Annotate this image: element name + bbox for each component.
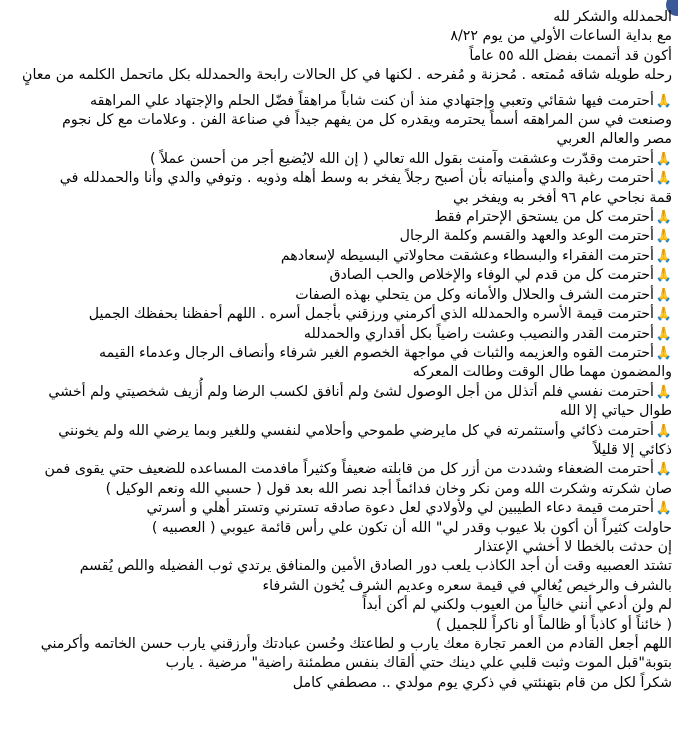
post-line: أحترمت الشرف والحلال والأمانه وكل من يتحلي بهذه الصفات (295, 286, 654, 303)
post-line: أحترمت رغبة والدي وأمنياته بأن أصبح رجلاً يفخر به وسط أهله وذويه . وتوفي والدي وأنا والحمدلله في (59, 170, 654, 187)
post-line: والمضمون مهما طال الوقت وطالت المعركه (412, 364, 672, 381)
folded-hands-icon: 🙏 (655, 210, 672, 226)
post-line: أحترمت ذكائي وأستثمرته في كل مايرضي طموحي وأحلامي لنفسي وللغير وبما يرضي الله ولم يخونني (58, 422, 654, 439)
post-line: مع بداية الساعات الأولي من يوم ٨/٢٢ (450, 28, 672, 45)
post-line: أحترمت القوه والعزيمه والثبات في مواجهة الخصوم الغير شرفاء وأنصاف الرجال وعدماء القيمه (99, 344, 654, 361)
folded-hands-icon: 🙏 (655, 345, 672, 361)
list-item (2, 247, 672, 266)
post-line: حاولت كثيراً أن أكون بلا عيوب وقدر لي" الله أن تكون علي رأس قائمة عيوبي ( العصبيه ) (151, 519, 672, 536)
post-line: تشتد العصبيه وقت أن أجد الكاذب يلعب دور الصادق الأمين والمنافق يرتدي ثوب الفضيله واللص يُقسم (79, 558, 672, 575)
post-line: بتوبة"قبل الموت وثبت قلبي علي دينك حتي ألقاك بنفس مطمئنة راضية" مرضية . يارب (165, 655, 672, 672)
folded-hands-icon: 🙏 (655, 423, 672, 439)
post-line: أحترمت قيمة دعاء الطيبين لي ولأولادي لعل دعوة صادقه تسترني وتستر أهلي و أسرتي (146, 500, 654, 517)
list-item (2, 344, 672, 383)
folded-hands-icon: 🙏 (655, 151, 672, 167)
list-item (2, 266, 672, 285)
folded-hands-icon: 🙏 (655, 268, 672, 284)
list-item (2, 286, 672, 305)
post-line: أحترمت نفسي فلم أتذلل من أجل الوصول لشئ ولم أنافق لكسب الرضا ولم أُزيف شخصيتي ولم أخشي (48, 383, 654, 400)
post-line: اللهم أجعل القادم من العمر تجارة معك يارب و لطاعتك وحُسن عبادتك وأرزقني يارب حسن الخاتمه وأكرمني (40, 636, 672, 652)
list-item (2, 383, 672, 422)
post-line: أحترمت قيمة الأسره والحمدلله الذي أكرمني ورزقني بأجمل أسره . اللهم أحفظنا بحفظك الجميل (88, 306, 654, 323)
folded-hands-icon: 🙏 (655, 248, 672, 264)
post-line: بالشرف والرخيص يُغالي في قيمة سعره وعديم الشرف يُخون الشرفاء (262, 577, 672, 594)
post-line: أحترمت الوعد والعهد والقسم وكلمة الرجال (399, 228, 654, 245)
post-line: أحترمت فيها شقائي وتعبي وإجتهادي منذ أن كنت شاباً مراهقاً فضّل الحلم والإجتهاد علي المراهقه (90, 92, 654, 109)
folded-hands-icon: 🙏 (655, 501, 672, 517)
post-line: شكراً لكل من قام بتهنئتي في ذكري يوم مولدي .. مصطفي كامل (292, 674, 672, 691)
post-line: وصنعت في سن المراهقه أسماً يحترمه ويقدره كل من يفهم جيداً في صناعة الفن . وعلامات مع كل نجوم (62, 112, 672, 129)
list-item (2, 208, 672, 227)
list-item (2, 325, 672, 344)
post-line: ذكائي إلا قليلاً (593, 441, 672, 458)
list-item (2, 227, 672, 246)
folded-hands-icon: 🙏 (655, 326, 672, 342)
list-item (2, 422, 672, 461)
post-line: أحترمت الضعفاء وشددت من أزر كل من قابلته ضعيفاً وكثيراً مافدمت المساعده للضعيف حتي يقوى فمن (44, 461, 654, 478)
list-item (2, 460, 672, 499)
post-line: طوال حياتي إلا الله (559, 403, 672, 420)
list-item (2, 169, 672, 208)
list-item (2, 305, 672, 324)
post-line: رحله طويله شاقه مُمتعه . مُحزنة و مُفرحه . لكنها في كل الحالات رابحة والحمدلله بكل ماتحمل الكلمه من معانٍ (22, 67, 672, 84)
folded-hands-icon: 🙏 (655, 93, 672, 109)
post-line: صان شكرته وشكرت الله ومن نكر وخان فدائماً أجد نصر الله بعد قول ( حسبي الله ونعم الوكيل ) (105, 480, 672, 497)
list-item (2, 499, 672, 518)
list-item (2, 92, 672, 150)
post-line: مصر والعالم العربي (556, 131, 672, 148)
folded-hands-icon: 🙏 (655, 171, 672, 187)
post-line: أحترمت الفقراء والبسطاء وعشقت محاولاتي البسيطه لإسعادهم (280, 247, 654, 264)
folded-hands-icon: 🙏 (655, 287, 672, 303)
post-line: أحترمت وقدّرت وعشقت وآمنت بقول الله تعالي ( إن الله لايُضيع أجر من أحسن عملاً ) (150, 150, 654, 167)
folded-hands-icon: 🙏 (655, 462, 672, 478)
folded-hands-icon: 🙏 (655, 307, 672, 323)
post-line: أكون قد أتممت بفضل الله ٥٥ عاماً (469, 47, 672, 64)
folded-hands-icon: 🙏 (655, 384, 672, 400)
post-line: أحترمت القدر والنصيب وعشت راضياً بكل أقداري والحمدلله (303, 325, 654, 342)
post-line: قمة نجاحي عام ٩٦ أفخر به ويفخر بي (452, 189, 672, 206)
post-line: إن حدثت بالخطا لا أخشي الإعتذار (474, 538, 672, 555)
post-line: لم ولن أدعي أنني خالياً من العيوب ولكني لم أكن أبداً (362, 597, 672, 614)
post-line: الحمدلله والشكر لله (553, 9, 672, 25)
post-body (2, 8, 672, 693)
list-item (2, 150, 672, 169)
folded-hands-icon: 🙏 (655, 229, 672, 245)
post-line: ( خائناً أو كاذباً أو ظالماً أو ناكراً للجميل ) (435, 616, 672, 633)
post-line: أحترمت كل من يستحق الإحترام فقط (434, 209, 654, 226)
post-line: أحترمت كل من قدم لي الوفاء والإخلاص والحب الصادق (329, 267, 654, 284)
